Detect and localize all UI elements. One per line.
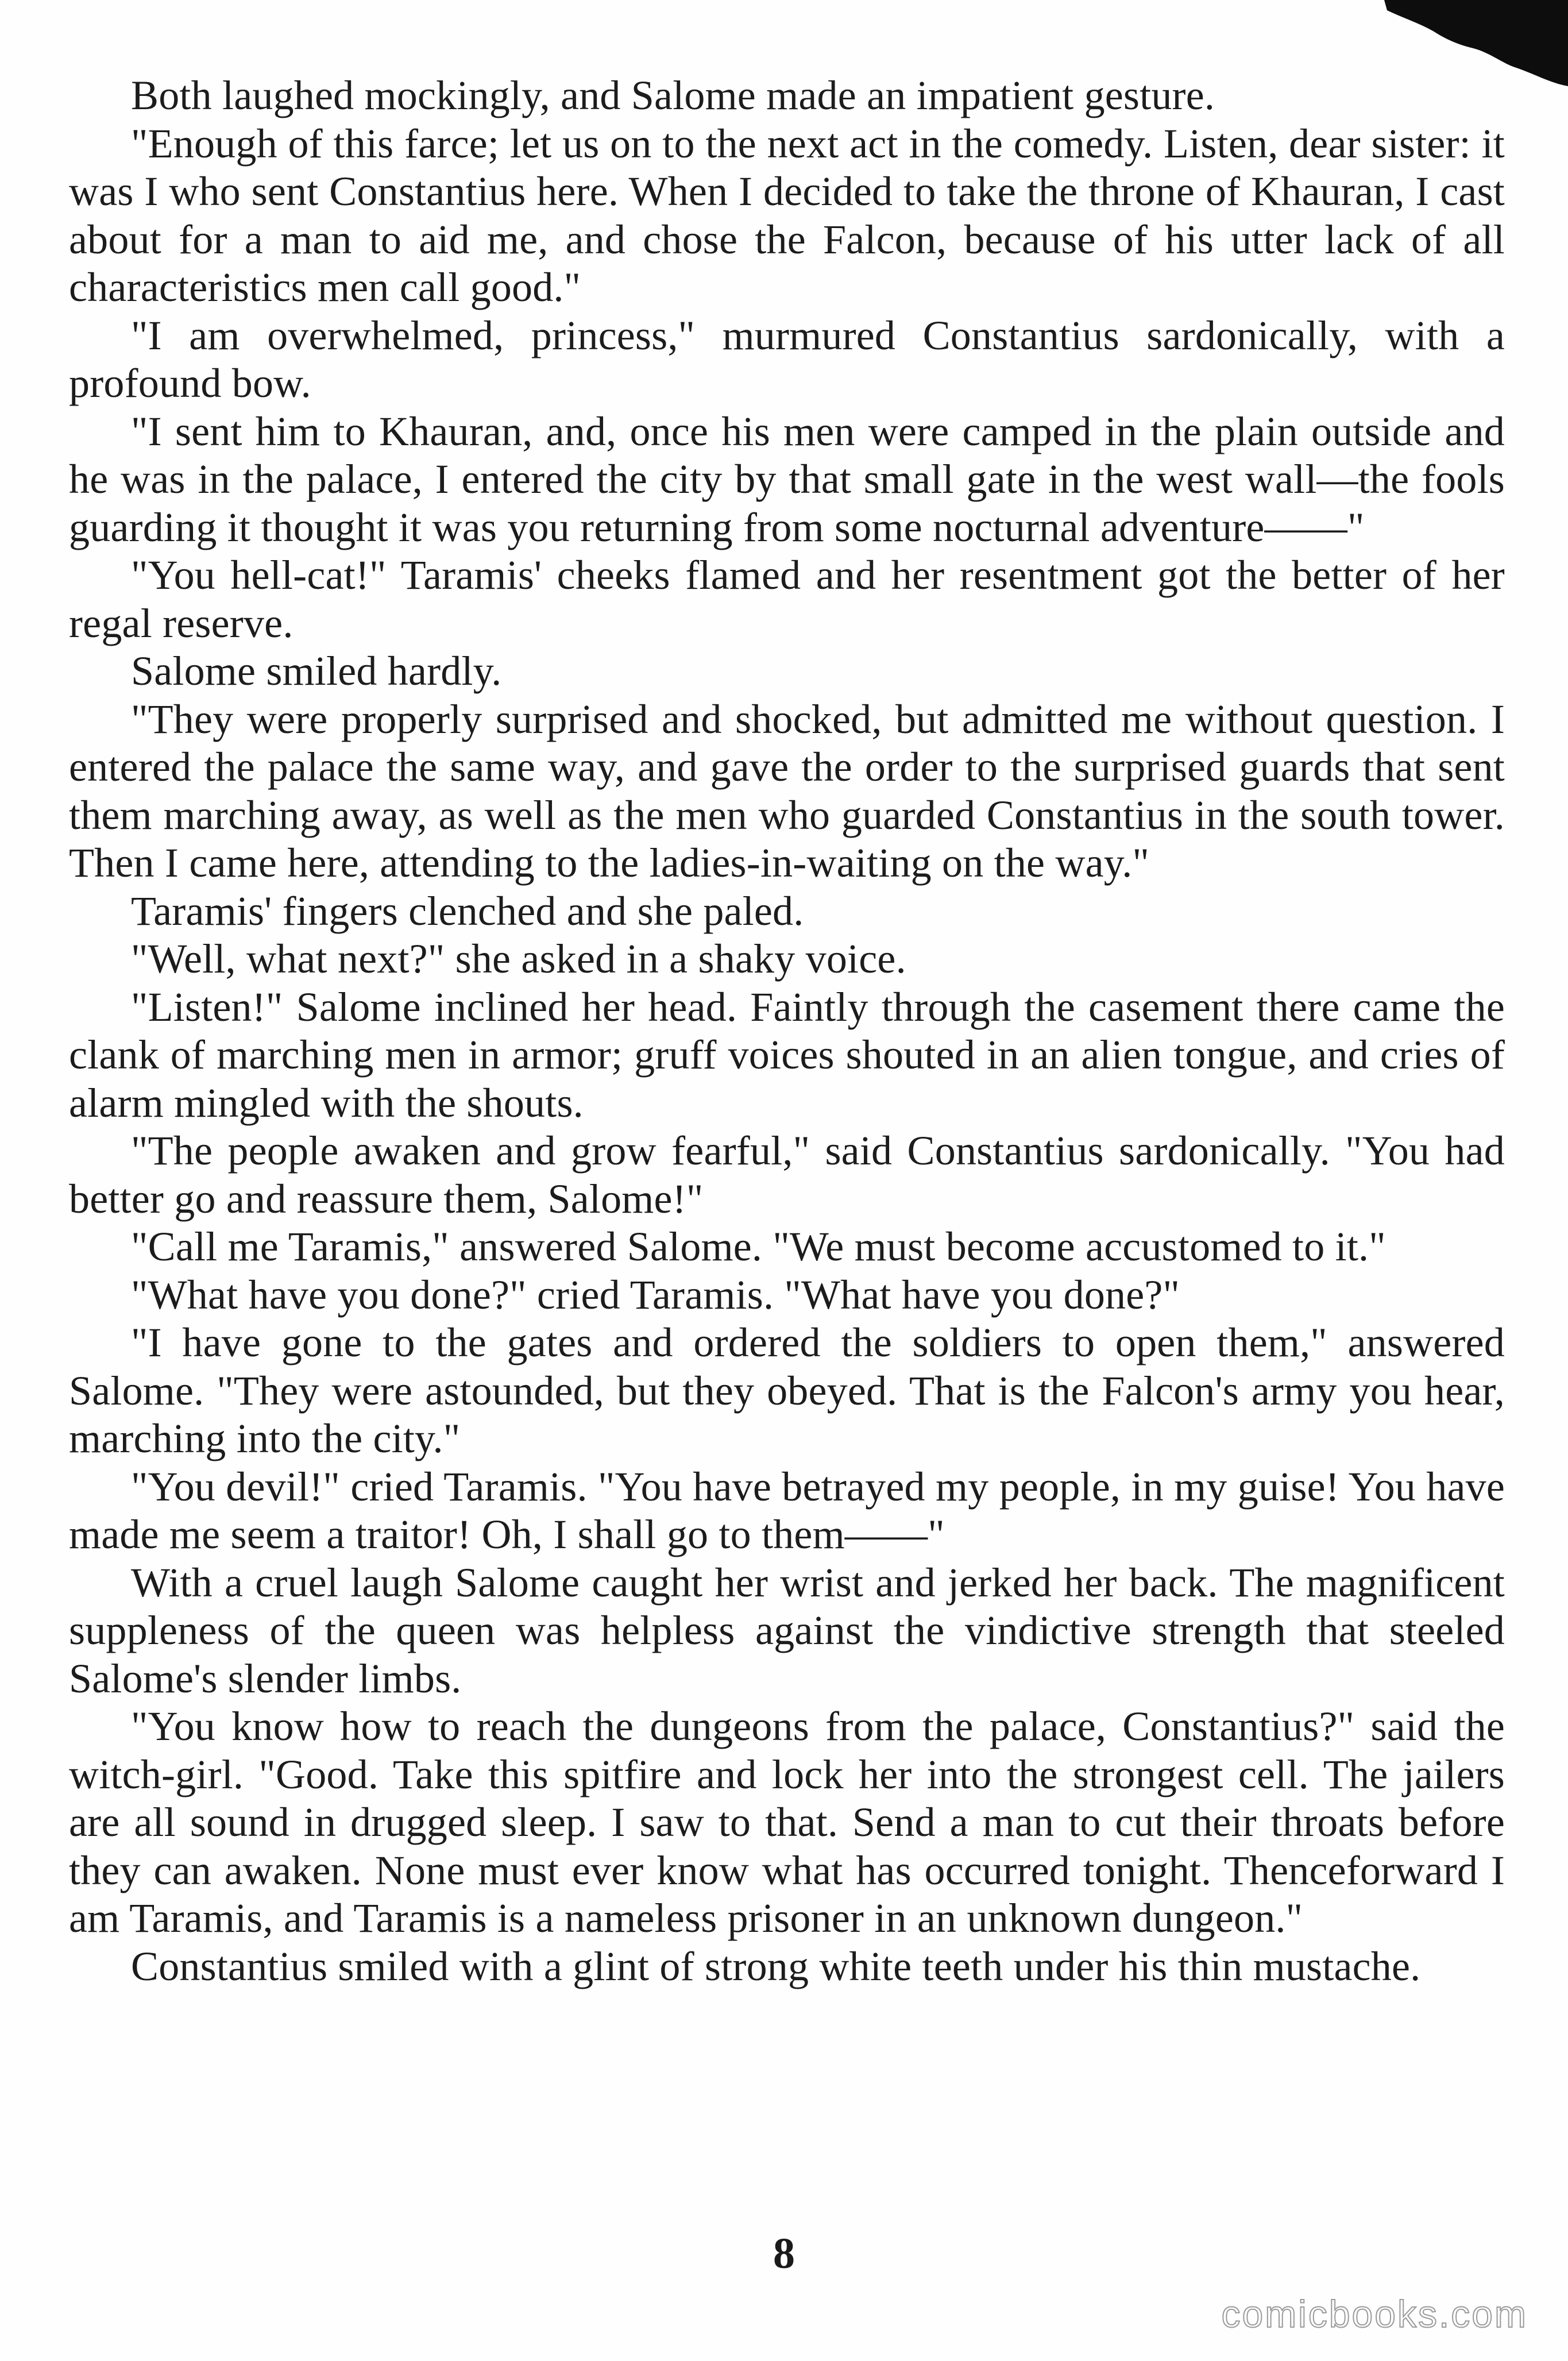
paragraph: Constantius smiled with a glint of strong white teeth under his thin mustache. xyxy=(131,1943,1421,1989)
paragraph: "Enough of this farce; let us on to the next act in the comedy. Listen, dear sister: it was I who sent Constantius here. When I decided to take the throne of Khauran, I cast about for a man to aid me, and chose the Falcon, because of his utter lack of all characteristics men call good." xyxy=(69,120,1505,310)
paragraph: "Call me Taramis," answered Salome. "We must become accustomed to it." xyxy=(131,1224,1386,1270)
paragraph: Taramis' fingers clenched and she paled. xyxy=(131,888,804,934)
paragraph: "Listen!" Salome inclined her head. Faintly through the casement there came the clank of marching men in armor; gruff voices shouted in an alien tongue, and cries of alarm mingled with the shouts. xyxy=(69,983,1505,1126)
site-watermark: comicbooks.com xyxy=(1221,2293,1528,2335)
paragraph: With a cruel laugh Salome caught her wrist and jerked her back. The magnificent suppleness of the queen was helpless against the vindictive strength that steeled Salome's slender limbs. xyxy=(69,1559,1505,1702)
paragraph: "You know how to reach the dungeons from the palace, Constantius?" said the witch-girl. "Good. Take this spitfire and lock her into the strongest cell. The jailers are all sound in drugged sleep. I saw to that. Send a man to cut their throats before they can awaken. None must ever know what has occurred tonight. Thenceforward I am Taramis, and Taramis is a nameless prisoner in an unknown dungeon." xyxy=(69,1703,1505,1941)
page-number: 8 xyxy=(773,2229,795,2278)
paragraph: Both laughed mockingly, and Salome made an impatient gesture. xyxy=(131,72,1215,118)
paragraph: "I sent him to Khauran, and, once his men were camped in the plain outside and he was in the palace, I entered the city by that small gate in the west wall—the fools guarding it thought it was you returning from some nocturnal adventure——" xyxy=(69,408,1505,550)
paragraph: "The people awaken and grow fearful," said Constantius sardonically. "You had better go and reassure them, Salome!" xyxy=(69,1128,1505,1222)
paragraph: "I have gone to the gates and ordered the soldiers to open them," answered Salome. "They were astounded, but they obeyed. That is the Falcon's army you hear, marching into the city." xyxy=(69,1320,1505,1461)
paragraph: "What have you done?" cried Taramis. "What have you done?" xyxy=(131,1271,1180,1318)
paragraph: "You hell-cat!" Taramis' cheeks flamed and her resentment got the better of her regal reserve. xyxy=(69,552,1505,646)
paragraph: Salome smiled hardly. xyxy=(131,648,502,694)
paragraph: "I am overwhelmed, princess," murmured Constantius sardonically, with a profound bow. xyxy=(69,312,1505,406)
paragraph: "Well, what next?" she asked in a shaky voice. xyxy=(131,936,906,982)
paragraph: "You devil!" cried Taramis. "You have betrayed my people, in my guise! You have made me seem a traitor! Oh, I shall go to them——" xyxy=(69,1463,1505,1557)
paragraph: "They were properly surprised and shocked, but admitted me without question. I entered the palace the same way, and gave the order to the surprised guards that sent them marching away, as well as the men who guarded Constantius in the south tower. Then I came here, attending to the ladies-in-waiting on the way." xyxy=(69,696,1505,886)
body-text xyxy=(69,72,1505,1990)
